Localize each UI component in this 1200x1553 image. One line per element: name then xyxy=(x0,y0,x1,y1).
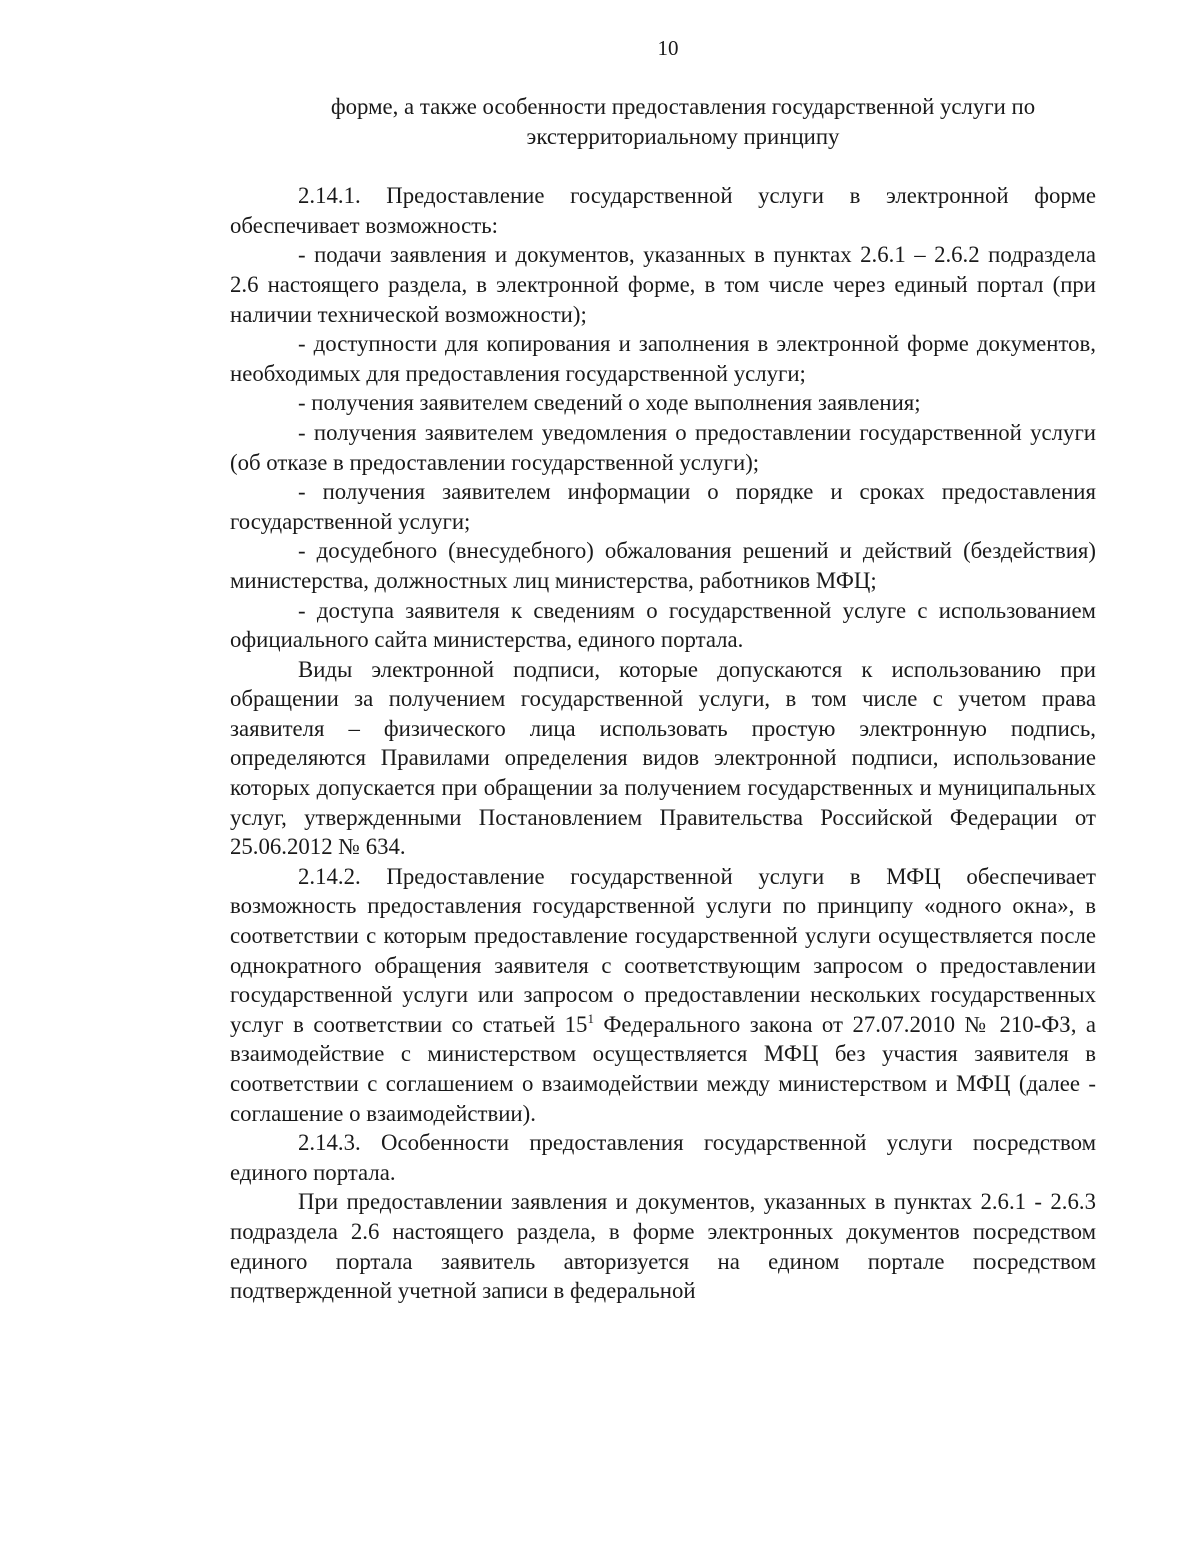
list-item-notification: - получения заявителем уведомления о предоставлении государственной услуги (об отказе в предоставлении государственной услуги); xyxy=(230,419,1096,475)
list-item-access: - доступа заявителя к сведениям о государственной услуге с использованием официального сайта министерства, единого портала. xyxy=(230,597,1096,653)
superscript: 1 xyxy=(587,1010,594,1026)
paragraph-2-14-2-text-after: Федерального закона от 27.07.2010 № 210-ФЗ, а взаимодействие с министерством осуществляется МФЦ без участия заявителя в соответствии с соглашением о взаимодействии между министерством и МФЦ (далее - соглашение о взаимодействии). xyxy=(230,1011,1097,1126)
list-item-appeal: - досудебного (внесудебного) обжалования решений и действий (бездействия) министерства, должностных лиц министерства, работников МФЦ; xyxy=(230,538,1096,593)
section-heading-line-1: форме, а также особенности предоставления государственной услуги по xyxy=(330,94,1036,119)
paragraph-signature-types: Виды электронной подписи, которые допускаются к использованию при обращении за получением государственной услуги, в том числе с учетом права заявителя – физического лица использовать простую электронную подпись, определяются Правилами определения видов электронной подписи, использование которых допускается при обращении за получением государственных и муниципальных услуг, утвержденными Постановлением Правительства Российской Федерации от 25.06.2012 № 634. xyxy=(230,656,1096,860)
paragraph-2-14-2 xyxy=(230,862,1096,1128)
list-item-submission: - подачи заявления и документов, указанных в пунктах 2.6.1 – 2.6.2 подраздела 2.6 настоящего раздела, в электронной форме, в том числе через единый портал (при наличии технической возможности); xyxy=(230,242,1096,327)
paragraph-2-14-1: 2.14.1. Предоставление государственной услуги в электронной форме обеспечивает возможность: xyxy=(230,183,1096,238)
section-heading xyxy=(230,92,1096,151)
list-item-status-info: - получения заявителем сведений о ходе выполнения заявления; xyxy=(298,390,921,416)
page-number: 10 xyxy=(657,36,679,60)
list-item-procedure-info: - получения заявителем информации о порядке и сроках предоставления государственной услуги; xyxy=(230,479,1096,534)
list-item-copying: - доступности для копирования и заполнения в электронной форме документов, необходимых для предоставления государственной услуги; xyxy=(230,331,1096,386)
paragraph-portal-auth: При предоставлении заявления и документов, указанных в пунктах 2.6.1 - 2.6.3 подраздела 2.6 настоящего раздела, в форме электронных документов посредством единого портала заявитель авторизуется на едином портале посредством подтвержденной учетной записи в федеральной xyxy=(230,1189,1096,1304)
paragraph-2-14-2-text-before: 2.14.2. Предоставление государственной услуги в МФЦ обеспечивает возможность предоставления государственной услуги по принципу «одного окна», в соответствии с которым предоставление государственной услуги осуществляется после однократного обращения заявителя с соответствующим запросом о предоставлении государственной услуги или запросом о предоставлении нескольких государственных услуг в соответствии со статьей 15 xyxy=(230,863,1096,1037)
paragraph-2-14-3: 2.14.3. Особенности предоставления государственной услуги посредством единого портала. xyxy=(230,1130,1096,1185)
section-heading-line-2: экстерриториальному принципу xyxy=(526,123,840,149)
document-body xyxy=(230,92,1096,1306)
